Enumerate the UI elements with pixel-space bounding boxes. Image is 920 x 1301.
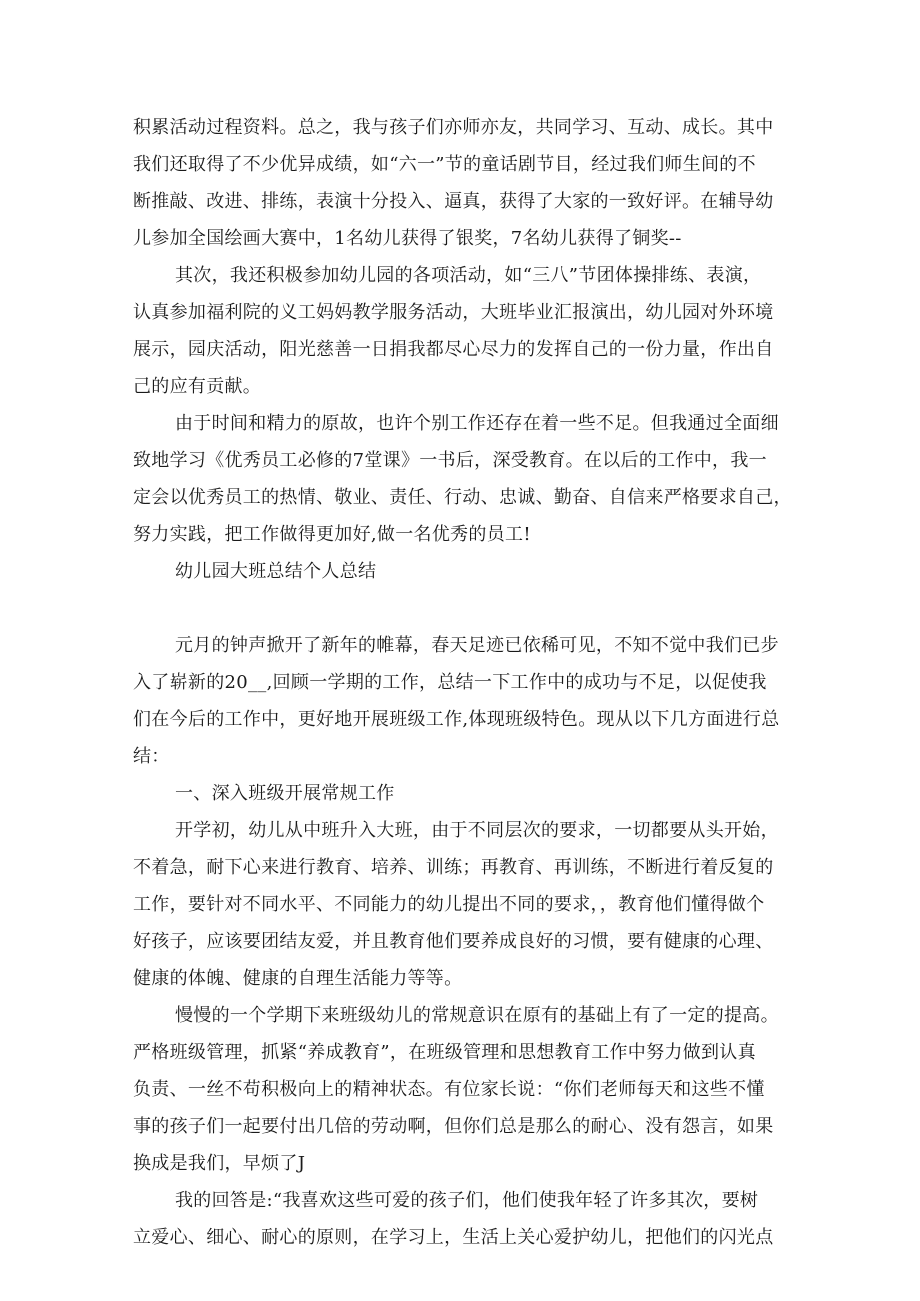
text-line: 入了崭新的20__,回顾一学期的工作，总结一下工作中的成功与不足，以促使我	[133, 672, 767, 693]
paragraph-first-line: 开学初，幼儿从中班升入大班，由于不同层次的要求，一切都要从头开始，	[175, 820, 779, 841]
paragraph-first-line: 慢慢的一个学期下来班级幼儿的常规意识在原有的基础上有了一定的提高。	[175, 1005, 779, 1026]
section-title: 幼儿园大班总结个人总结	[175, 561, 377, 582]
text-line: 展示，园庆活动，阳光慈善一日捐我都尽心尽力的发挥自己的一份力量，作出自	[133, 339, 774, 360]
text-line: 定会以优秀员工的热情、敬业、责任、行动、忠诚、勤奋、自信来严格要求自己，	[133, 487, 792, 508]
subsection-heading: 一、深入班级开展常规工作	[175, 783, 395, 804]
text-line: 己的应有贡献。	[133, 376, 262, 397]
text-line: 断推敲、改进、排练，表演十分投入、逼真，获得了大家的一致好评。在辅导幼	[133, 191, 774, 212]
text-line: 负责、一丝不苟积极向上的精神状态。有位家长说：“你们老师每天和这些不懂	[133, 1079, 765, 1100]
text-line: 事的孩子们一起要付出几倍的劳动啊，但你们总是那么的耐心、没有怨言，如果	[133, 1116, 774, 1137]
text-line: 不着急，耐下心来进行教育、培养、训练；再教育、再训练，不断进行着反复的	[133, 857, 774, 878]
paragraph-first-line: 元月的钟声掀开了新年的帷幕，春天足迹已依稀可见，不知不觉中我们已步	[175, 635, 779, 656]
text-line: 严格班级管理，抓紧“养成教育”，在班级管理和思想教育工作中努力做到认真	[133, 1042, 756, 1063]
text-line: 好孩子，应该要团结友爱，并且教育他们要养成良好的习惯，要有健康的心理、	[133, 931, 774, 952]
paragraph-first-line: 由于时间和精力的原故，也许个别工作还存在着一些不足。但我通过全面细	[175, 413, 779, 434]
text-line: 儿参加全国绘画大赛中，1名幼儿获得了银奖，7名幼儿获得了铜奖--	[133, 228, 682, 249]
text-line: 健康的体魄、健康的自理生活能力等等。	[133, 968, 463, 989]
text-line: 结：	[133, 746, 170, 767]
text-line: 努力实践，把工作做得更加好,做一名优秀的员工!	[133, 524, 531, 545]
paragraph-first-line: 其次，我还积极参加幼儿园的各项活动，如“三八”节团体操排练、表演，	[175, 265, 762, 286]
text-line: 立爱心、细心、耐心的原则，在学习上，生活上关心爱护幼儿，把他们的闪光点	[133, 1227, 774, 1248]
text-line: 认真参加福利院的义工妈妈教学服务活动，大班毕业汇报演出，幼儿园对外环境	[133, 302, 774, 323]
text-line: 们在今后的工作中，更好地开展班级工作,体现班级特色。现从以下几方面进行总	[133, 709, 780, 730]
text-line: 积累活动过程资料。总之，我与孩子们亦师亦友，共同学习、互动、成长。其中	[133, 117, 774, 138]
paragraph-first-line: 我的回答是:“我喜欢这些可爱的孩子们，他们使我年轻了许多其次，要树	[175, 1190, 759, 1211]
text-line: 工作，要针对不同水平、不同能力的幼儿提出不同的要求，，教育他们懂得做个	[133, 894, 765, 915]
text-line: 致地学习《优秀员工必修的7堂课》一书后，深受教育。在以后的工作中，我一	[133, 450, 767, 471]
text-line: 我们还取得了不少优异成绩，如“六一”节的童话剧节目，经过我们师生间的不	[133, 154, 756, 175]
text-line: 换成是我们，早烦了J	[133, 1153, 306, 1174]
